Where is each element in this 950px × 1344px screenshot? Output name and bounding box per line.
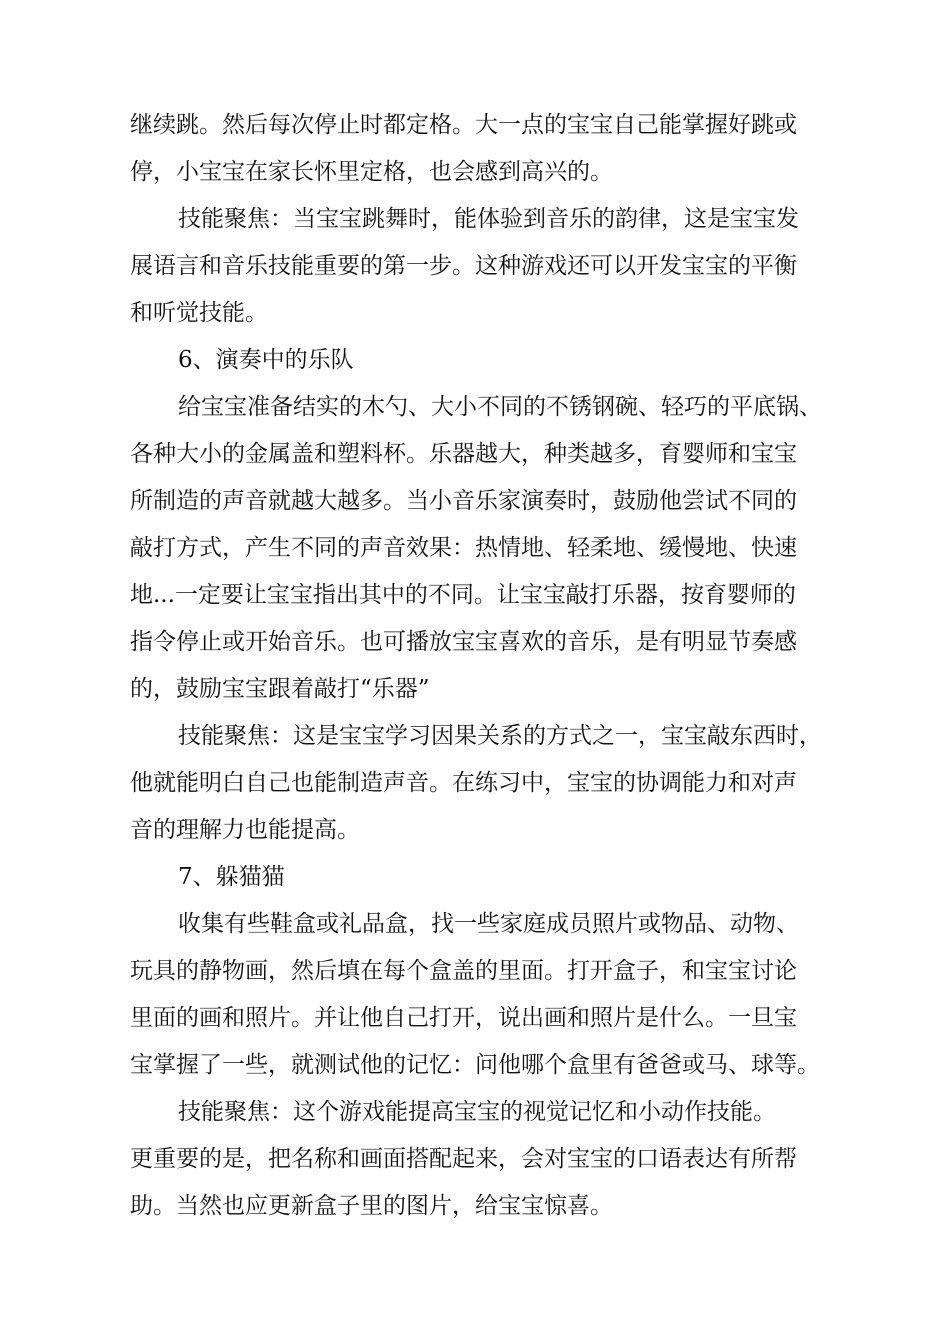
text-line: 收集有些鞋盒或礼品盒，找一些家庭成员照片或物品、动物、 [178, 911, 799, 937]
text-line: 他就能明白自己也能制造声音。在练习中，宝宝的协调能力和对声 [130, 770, 797, 796]
section-heading: 7、躲猫猫 [178, 864, 285, 890]
text-line: 宝掌握了一些，就测试他的记忆：问他哪个盒里有爸爸或马、球等。 [130, 1052, 820, 1078]
text-line: 展语言和音乐技能重要的第一步。这种游戏还可以开发宝宝的平衡 [130, 253, 797, 279]
text-line: 和听觉技能。 [130, 300, 268, 326]
text-line: 继续跳。然后每次停止时都定格。大一点的宝宝自己能掌握好跳或 [130, 112, 797, 138]
text-line: 更重要的是，把名称和画面搭配起来，会对宝宝的口语表达有所帮 [130, 1146, 797, 1172]
text-line: 音的理解力也能提高。 [130, 817, 360, 843]
text-line: 地...一定要让宝宝指出其中的不同。让宝宝敲打乐器，按育婴师的 [130, 582, 796, 608]
text-line: 玩具的静物画，然后填在每个盒盖的里面。打开盒子，和宝宝讨论 [130, 958, 797, 984]
text-line: 的，鼓励宝宝跟着敲打“乐器” [130, 676, 430, 702]
text-line: 技能聚焦：当宝宝跳舞时，能体验到音乐的韵律，这是宝宝发 [178, 206, 799, 232]
text-line: 里面的画和照片。并让他自己打开，说出画和照片是什么。一旦宝 [130, 1005, 797, 1031]
text-line: 技能聚焦：这是宝宝学习因果关系的方式之一，宝宝敲东西时， [178, 723, 822, 749]
text-line: 各种大小的金属盖和塑料杯。乐器越大，种类越多，育婴师和宝宝 [130, 441, 797, 467]
text-line: 所制造的声音就越大越多。当小音乐家演奏时，鼓励他尝试不同的 [130, 488, 797, 514]
text-line: 给宝宝准备结实的木勺、大小不同的不锈钢碗、轻巧的平底锅、 [178, 394, 822, 420]
text-line: 指令停止或开始音乐。也可播放宝宝喜欢的音乐，是有明显节奏感 [130, 629, 797, 655]
text-line: 助。当然也应更新盒子里的图片，给宝宝惊喜。 [130, 1193, 613, 1219]
section-heading: 6、演奏中的乐队 [178, 347, 354, 373]
text-line: 停，小宝宝在家长怀里定格，也会感到高兴的。 [130, 159, 613, 185]
text-line: 技能聚焦：这个游戏能提高宝宝的视觉记忆和小动作技能。 [178, 1099, 776, 1125]
text-line: 敲打方式，产生不同的声音效果：热情地、轻柔地、缓慢地、快速 [130, 535, 797, 561]
